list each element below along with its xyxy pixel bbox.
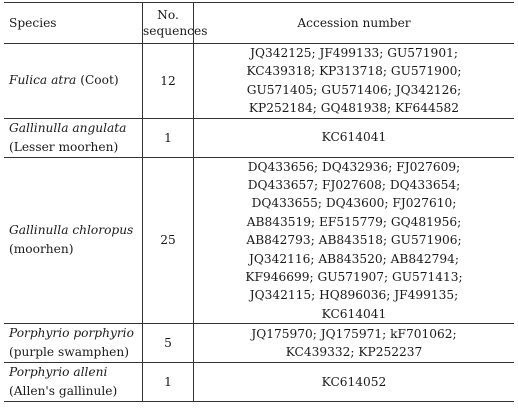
species-common-name: (Coot)	[76, 73, 119, 88]
species-common-name: (moorhen)	[9, 242, 74, 257]
table-row	[4, 118, 514, 157]
accession-line: KC439332; KP252237	[285, 345, 423, 360]
accession-line: KC614041	[321, 130, 387, 145]
table-header	[4, 3, 514, 44]
species-name-line	[9, 221, 142, 240]
header-no-line2: sequences	[143, 24, 208, 38]
sequence-count-cell: 1	[143, 363, 194, 402]
sequence-count-cell: 1	[143, 118, 194, 157]
table-row	[4, 44, 514, 119]
accession-line: AB843519; EF515779; GQ481956;	[246, 214, 462, 229]
accession-line: KC614041	[321, 306, 387, 321]
sequence-count-cell: 25	[143, 157, 194, 324]
accession-cell	[194, 44, 515, 119]
accession-cell	[194, 118, 515, 157]
accession-line: AB842793; AB843518; GU571906;	[246, 233, 462, 248]
accession-line: DQ433655; DQ43600; FJ027610;	[251, 196, 457, 211]
accession-cell	[194, 363, 515, 402]
accession-line: KC439318; KP313718; GU571900;	[246, 64, 462, 79]
sequence-count-cell: 5	[143, 324, 194, 363]
accession-line: GU571405; GU571406; JQ342126;	[246, 82, 462, 97]
species-cell	[4, 157, 143, 324]
species-name-line	[9, 71, 142, 90]
species-common-name: (Allen's gallinule)	[9, 384, 118, 399]
species-cell	[4, 118, 143, 157]
species-name-line	[9, 363, 142, 382]
species-cell	[4, 44, 143, 119]
sequence-count-cell: 12	[143, 44, 194, 119]
accession-line: DQ433656; DQ432936; FJ027609;	[247, 159, 461, 174]
header-no-sequences	[143, 3, 208, 44]
header-species-label: Species	[9, 16, 57, 30]
accession-line: KP252184; GQ481938; KF644582	[248, 101, 460, 116]
table-row	[4, 157, 514, 324]
species-name-line	[9, 324, 142, 343]
species-latin-name: Fulica atra	[9, 73, 77, 88]
accession-line: JQ342115; HQ896036; JF499135;	[249, 288, 459, 303]
header-row	[4, 3, 514, 44]
accession-line: DQ433657; FJ027608; DQ433654;	[247, 178, 461, 193]
table-body	[4, 44, 514, 402]
header-species	[4, 3, 143, 44]
species-latin-name: Porphyrio alleni	[9, 365, 108, 380]
species-cell	[4, 363, 143, 402]
accession-line: JQ342125; JF499133; GU571901;	[250, 46, 458, 60]
header-no-line1: No.	[157, 8, 179, 22]
species-cell	[4, 324, 143, 363]
species-latin-name: Gallinulla chloropus	[9, 223, 134, 238]
species-name-line	[9, 119, 142, 138]
header-accession	[194, 3, 515, 44]
accession-line: KF946699; GU571907; GU571413;	[245, 270, 463, 285]
species-common-name: (purple swamphen)	[9, 345, 129, 360]
species-latin-name: Gallinulla angulata	[9, 120, 127, 135]
table-row	[4, 363, 514, 402]
accession-cell	[194, 157, 515, 324]
accession-line: KC614052	[321, 375, 387, 390]
accession-line: JQ342116; AB843520; AB842794;	[248, 251, 460, 266]
species-accession-table	[4, 2, 514, 402]
species-latin-name: Porphyrio porphyrio	[9, 326, 134, 341]
table-row	[4, 324, 514, 363]
accession-cell	[194, 324, 515, 363]
header-accession-label: Accession number	[297, 16, 411, 30]
accession-line: JQ175970; JQ175971; kF701062;	[251, 326, 457, 341]
species-common-name: (Lesser moorhen)	[9, 139, 119, 154]
